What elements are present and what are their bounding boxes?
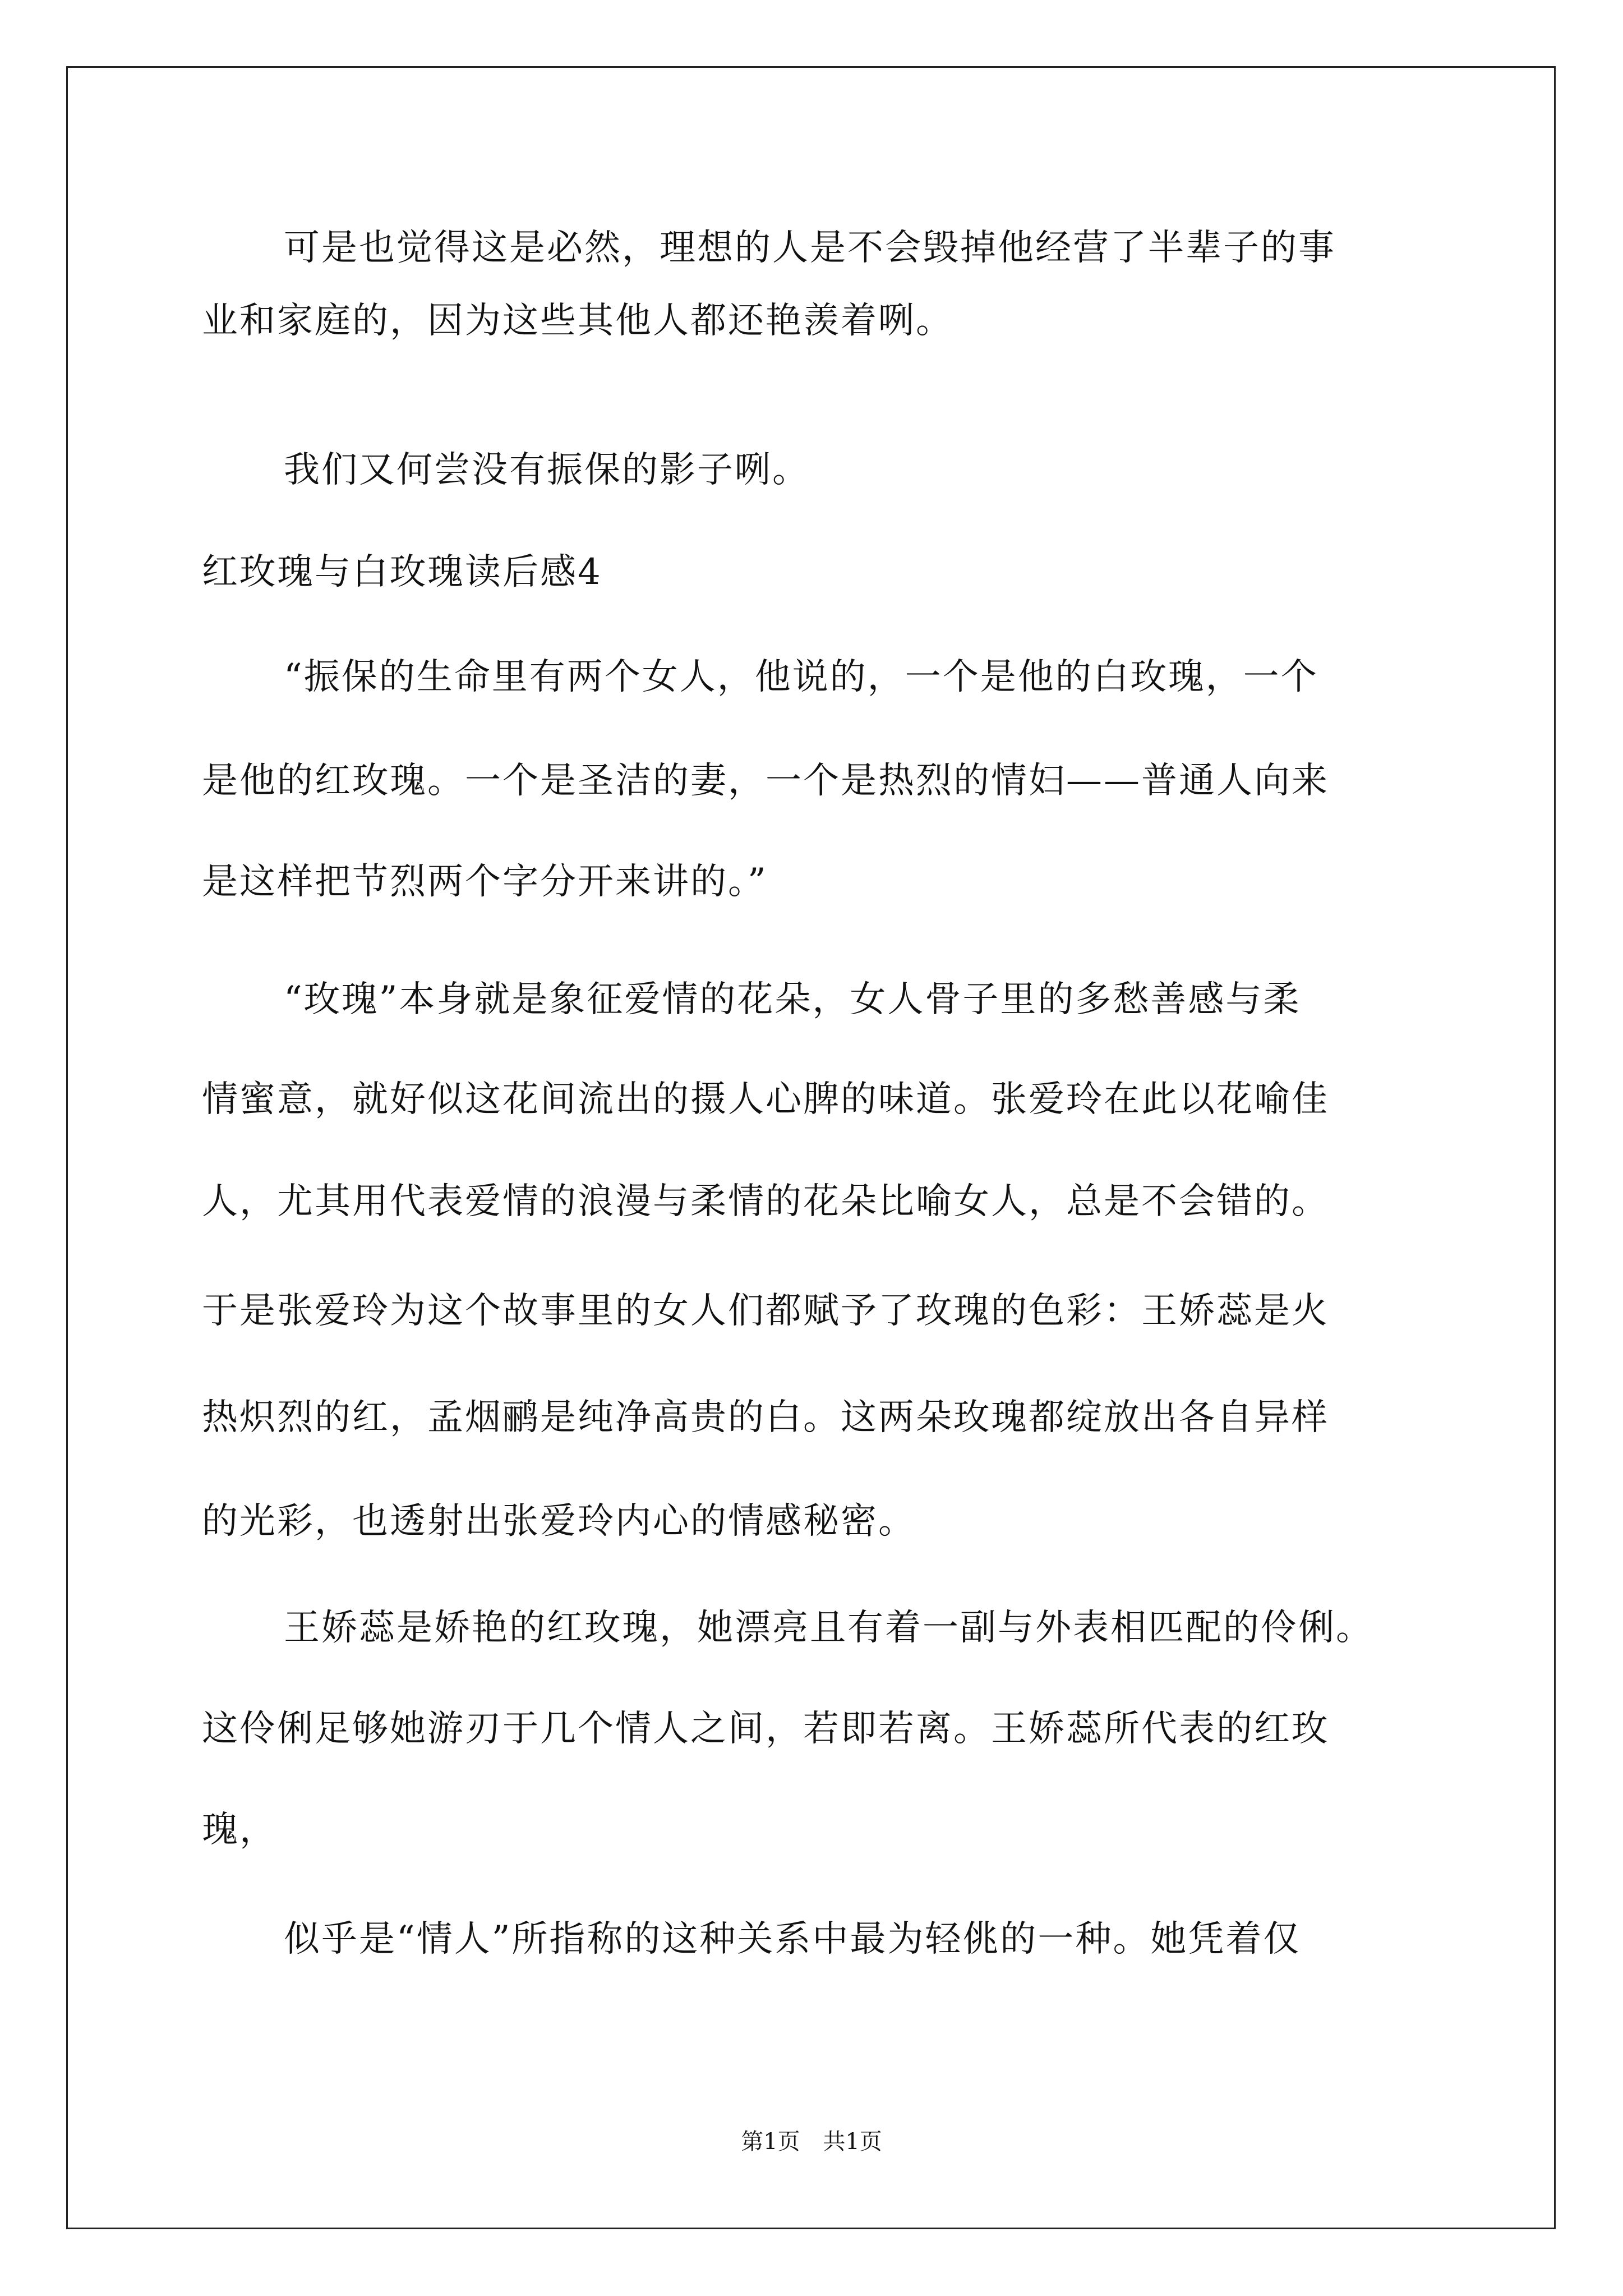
paragraph-line: “振保的生命里有两个女人，他说的，一个是他的白玫瑰，一个 (284, 656, 1318, 698)
paragraph-line: 这伶俐足够她游刃于几个情人之间，若即若离。王娇蕊所代表的红玫 (202, 1708, 1329, 1750)
paragraph-line: 王娇蕊是娇艳的红玫瑰，她漂亮且有着一副与外表相匹配的伶俐。 (284, 1607, 1373, 1649)
page-total: 共1页 (823, 2129, 882, 2155)
paragraph-line: 于是张爱玲为这个故事里的女人们都赋予了玫瑰的色彩：王娇蕊是火 (202, 1290, 1329, 1332)
paragraph-line: 的光彩，也透射出张爱玲内心的情感秘密。 (202, 1501, 916, 1542)
paragraph-line: 可是也觉得这是必然，理想的人是不会毁掉他经营了半辈子的事 (284, 227, 1336, 269)
paragraph-line: 人，尤其用代表爱情的浪漫与柔情的花朵比喻女人，总是不会错的。 (202, 1181, 1329, 1222)
paragraph-line: 业和家庭的，因为这些其他人都还艳羡着咧。 (202, 300, 953, 342)
paragraph-line: 是他的红玫瑰。一个是圣洁的妻，一个是热烈的情妇——普通人向来 (202, 760, 1329, 802)
page-footer (0, 2128, 1623, 2156)
paragraph-line: 情蜜意，就好似这花间流出的摄人心脾的味道。张爱玲在此以花喻佳 (202, 1079, 1329, 1120)
paragraph-line: “玫瑰”本身就是象征爱情的花朵，女人骨子里的多愁善感与柔 (284, 979, 1301, 1020)
paragraph-line: 是这样把节烈两个字分开来讲的。” (202, 861, 768, 903)
paragraph-line: 热炽烈的红，孟烟鹂是纯净高贵的白。这两朵玫瑰都绽放出各自异样 (202, 1397, 1329, 1438)
section-heading: 红玫瑰与白玫瑰读后感4 (202, 551, 602, 593)
paragraph-line: 我们又何尝没有振保的影子咧。 (284, 449, 810, 491)
paragraph-line: 瑰， (202, 1809, 277, 1851)
page-number: 第1页 (741, 2129, 800, 2155)
paragraph-line: 似乎是“情人”所指称的这种关系中最为轻佻的一种。她凭着仅 (284, 1918, 1301, 1960)
page-border (66, 66, 1556, 2229)
